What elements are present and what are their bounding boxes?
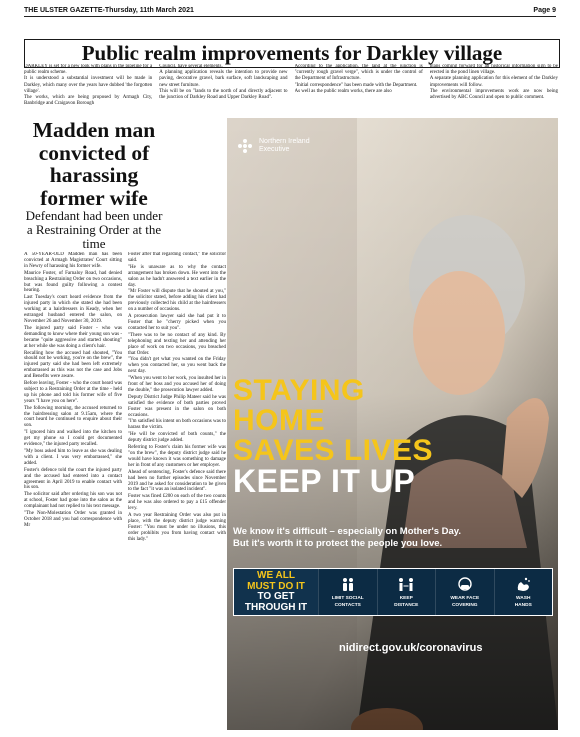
story-subhead: Defendant had been under a Restraining Order at the time [25, 208, 163, 251]
paragraph: The environmental improvements work are now being advertised by ABC Council and open to public comment. [429, 88, 558, 101]
must-line: TO GET [257, 591, 295, 602]
paragraph: As well as the public realm works, there are also [294, 88, 392, 94]
face-covering-icon [456, 576, 474, 594]
paragraph: A two year Restraining Order was also put in place, with the deputy district judge warning Foster: "You must be under no illusions, this order prohibits you from having contact with this lady." [128, 513, 226, 542]
people-icon [339, 576, 357, 594]
headline-line: SAVES LIVES [233, 434, 434, 467]
paragraph: A prosecution lawyer said she had put it to Foster that he "cherry picked when you contacted her to suit you". [128, 314, 226, 331]
measure-label: KEEP [399, 595, 413, 601]
paragraph: "My boss asked him to leave as she was dealing with a client. I was very embarrassed," she added. [24, 449, 122, 466]
paragraph: A 50-YEAR-OLD Madden man has been convicted at Armagh Magistrates' Court sitting in Newry of harassing his former wife. [24, 252, 122, 269]
measure-label: DISTANCE [394, 603, 419, 608]
advert-tagline [233, 526, 553, 550]
darkley-column-4 [430, 64, 558, 115]
covid-advert [227, 118, 558, 730]
flax-logo-icon [237, 138, 253, 154]
measure-keep-distance [377, 569, 436, 615]
story-body [24, 252, 226, 727]
paragraph: "I'm satisfied his intent on both occasions was to harass the victim. [128, 419, 226, 431]
measure-limit-contacts [318, 569, 377, 615]
measure-face-covering [435, 569, 494, 615]
must-line: MUST DO IT [247, 580, 305, 592]
paragraph: The solicitor said after ordering his son was not at school, Foster had gone into the salon as the complainant had not replied to his text message. [24, 492, 122, 510]
darkley-column-1 [24, 64, 152, 115]
paragraph: It is understood a substantial investment will be made in Darkley, which many over the years have dubbed 'the forgotten village'. [24, 76, 153, 94]
page-number: Page 9 [533, 6, 556, 14]
measure-label: WASH [516, 595, 531, 601]
paragraph: Referring to Foster's claim his former wife was "on the brew", the deputy district judge said he would have known it was something to damage her in front of any customers or her employer. [128, 445, 226, 468]
must-line: THROUGH IT [244, 601, 308, 613]
paragraph: This will be on "lands to the north of and directly adjacent to the junction of Darkley Road and Upper Darkley Road". [159, 88, 288, 101]
paragraph: Last Tuesday's court heard evidence from the injured party in which she stated she had been working at a hairdressers in Keady, when her estranged husband entered the salon, on November 26 and November 30, 2019. [24, 295, 122, 324]
paragraph: "He will be convicted of both counts," the deputy district judge added. [128, 432, 226, 444]
paragraph: Deputy District Judge Philip Mateer said he was satisfied the evidence of both parties proved Foster was present in the salon on both occasions. [128, 394, 226, 418]
paragraph: plans coming forward for an historical information sign to be erected in the pond linen village. [429, 64, 558, 76]
wash-hands-icon [514, 576, 532, 594]
paragraph: "Initial correspondence" has been made with the Department. [294, 82, 418, 88]
paragraph: A planning application reveals the intention to provide new paving, decorative gravel, bark surface, soft landscaping and new street furniture. [159, 70, 288, 88]
paragraph: "He is unaware as to why the contact arrangement has broken down. He went into the salon as he hadn't answered a text earlier in the day. [128, 264, 226, 288]
logo-text [259, 138, 310, 154]
tagline-line: But it's worth it to protect the people you love. [233, 538, 443, 549]
darkley-column-2 [159, 64, 287, 115]
measure-wash-hands [494, 569, 553, 615]
darkley-column-3 [295, 64, 423, 115]
headline-keep-it-up: KEEP IT UP [233, 463, 416, 499]
masthead [24, 4, 556, 17]
darkley-article [24, 64, 558, 115]
paragraph: Before leaving, Foster - who the court heard was subject to a Restraining Order at the time - held up his phone and told his former wife of five years "I have you on here". [24, 381, 122, 404]
paragraph: "I ignored him and walked into the kitchen to get my phone so I could get documented evidence," the injured party recalled. [24, 430, 122, 448]
paragraph: According to the application, the land at the junction is "currently rough gravel verge", which is under the control of the Department of Infrastructure. [294, 64, 423, 82]
paragraph: DARKLEY is set for a new look with plans in the pipeline for a public realm scheme. [24, 64, 153, 76]
paragraph: The following morning, the accused returned to the hairdressing salon at 9.15am, where the court heard he continued to enquire about their son. [24, 405, 122, 429]
measures-panel [233, 568, 553, 616]
headline-line: STAYING [233, 374, 365, 407]
measure-label: HANDS [514, 603, 532, 608]
paragraph: "You didn't get what you wanted on the Friday when you contacted her, so you went back the next day. [128, 357, 226, 375]
story-headline: Madden man convicted of harassing former wife [32, 118, 156, 210]
must-line: WE ALL [257, 570, 295, 581]
paragraph: Foster was fined £200 on each of the two counts and he was also ordered to pay a £15 offender levy. [128, 494, 226, 512]
measure-label: COVERING [451, 603, 478, 608]
paragraph: "The Non-Molestation Order was granted in October 2018 and you had correspondence with Mr [24, 511, 122, 528]
paragraph: "Mr Foster will dispute that he shouted at you," the solicitor stated, before adding his client had previously collected his child at the hairdressers on a number of occasions. [128, 289, 226, 313]
paragraph: "When you went to her work, you insulted her in front of her boss and you accused her of doing the double," the prosecution lawyer added. [128, 376, 226, 393]
paragraph: Maurice Foster, of Farnaloy Road, had denied breaching a Restraining Order on two occasions, but was found guilty following a contest hearing. [24, 270, 122, 294]
paragraph: "There was to be no contact of any kind. By telephoning and texting her and attending her place of work on two occasions, you breached that Order. [128, 332, 226, 356]
ni-executive-logo [237, 138, 310, 154]
distance-icon [397, 576, 415, 594]
measure-label: LIMIT SOCIAL [331, 595, 364, 601]
paragraph: The injured party said Foster - who was demanding to know where their young son was - became "quite aggressive and started shouting" at her while she was doing a client's hair. [24, 325, 122, 349]
darkley-headline: Public realm improvements for Darkley village [24, 39, 560, 68]
story-column-2 [128, 252, 226, 727]
advert-headline [233, 374, 434, 499]
logo-line: Northern Ireland [259, 138, 310, 145]
story-column-1 [24, 252, 122, 727]
nidirect-link[interactable]: nidirect.gov.uk/coronavirus [339, 642, 483, 654]
measure-label: CONTACTS [334, 603, 361, 608]
paragraph: Ahead of sentencing, Foster's defence said there had been no further episodes since November 2019 and he asked for consideration to be given to the fact "it was an isolated incident". [128, 469, 226, 493]
measure-label: WEAR FACE [450, 595, 480, 601]
logo-line: Executive [259, 146, 290, 153]
paragraph: The works, which are being proposed by Armagh City, Banbridge and Craigavon Borough [24, 95, 153, 107]
paragraph: Recalling how the accused had shouted, "You should not be working, you're on the brew", the injured party said she had been left extremely embarrassed as this was not the case and Jobs and Benefits were aware. [24, 350, 122, 380]
masthead-title: THE ULSTER GAZETTE-Thursday, 11th March 2021 [24, 6, 194, 14]
paragraph: Foster after that regarding contact," the solicitor said. [128, 252, 226, 263]
paragraph: Council, have several elements. [159, 64, 223, 69]
tagline-line: We know it's difficult – especially on Mother's Day. [233, 526, 461, 537]
headline-line: HOME [233, 404, 325, 437]
paragraph: Foster's defence told the court the injured party and the accused had entered into a contact agreement in April 2019 to enable contact with his son. [24, 467, 122, 491]
paragraph: A separate planning application for this element of the Darkley improvements will follow. [429, 76, 558, 88]
must-do-it-box [234, 569, 318, 615]
